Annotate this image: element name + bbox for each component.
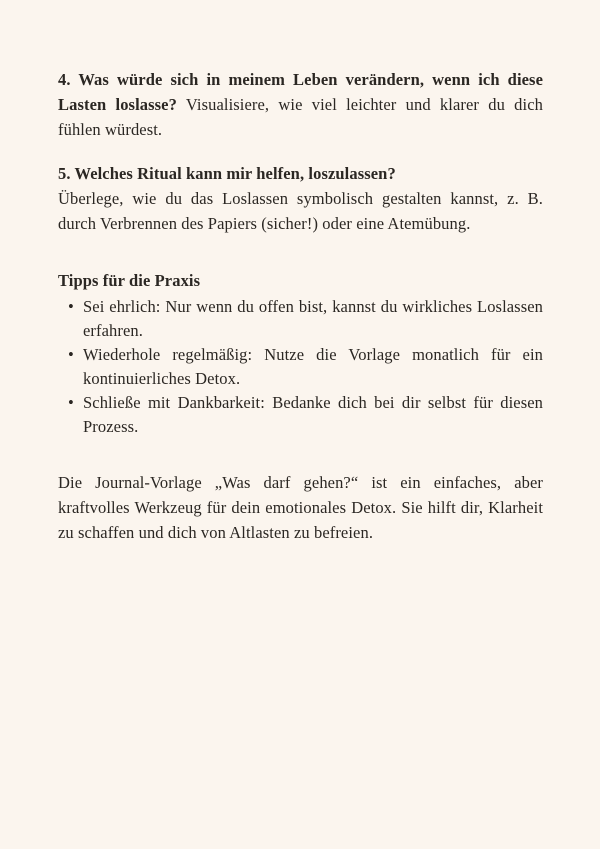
question5-section (58, 161, 543, 236)
tips-list (58, 295, 543, 439)
bullet-marker: • (68, 297, 74, 316)
tip-text: Schließe mit Dankbarkeit: Bedanke dich bei dir selbst für diesen Prozess. (83, 393, 543, 436)
bullet-marker: • (68, 393, 74, 412)
question5-heading: 5. Welches Ritual kann mir helfen, loszulassen? (58, 164, 396, 183)
tip-text: Sei ehrlich: Nur wenn du offen bist, kannst du wirkliches Loslassen erfahren. (83, 297, 543, 340)
tips-section (58, 268, 543, 439)
list-item (58, 295, 543, 343)
bullet-marker: • (68, 345, 74, 364)
list-item (58, 343, 543, 391)
tips-heading: Tipps für die Praxis (58, 271, 201, 290)
question4-paragraph (58, 67, 543, 142)
question4-body: Visualisiere, wie viel leichter und klarer du dich fühlen würdest. (58, 95, 543, 139)
question5-body: Überlege, wie du das Loslassen symbolisch gestalten kannst, z. B. durch Verbrennen des Papiers (sicher!) oder eine Atemübung. (58, 189, 543, 233)
list-item (58, 391, 543, 439)
tip-text: Wiederhole regelmäßig: Nutze die Vorlage monatlich für ein kontinuierliches Detox. (83, 345, 543, 388)
question4-heading: 4. Was würde sich in meinem Leben verändern, wenn ich diese Lasten loslasse? (58, 70, 543, 114)
closing-paragraph: Die Journal-Vorlage „Was darf gehen?“ ist ein einfaches, aber kraftvolles Werkzeug für dein emotionales Detox. Sie hilft dir, Klarheit zu schaffen und dich von Altlasten zu befreien. (58, 473, 543, 542)
